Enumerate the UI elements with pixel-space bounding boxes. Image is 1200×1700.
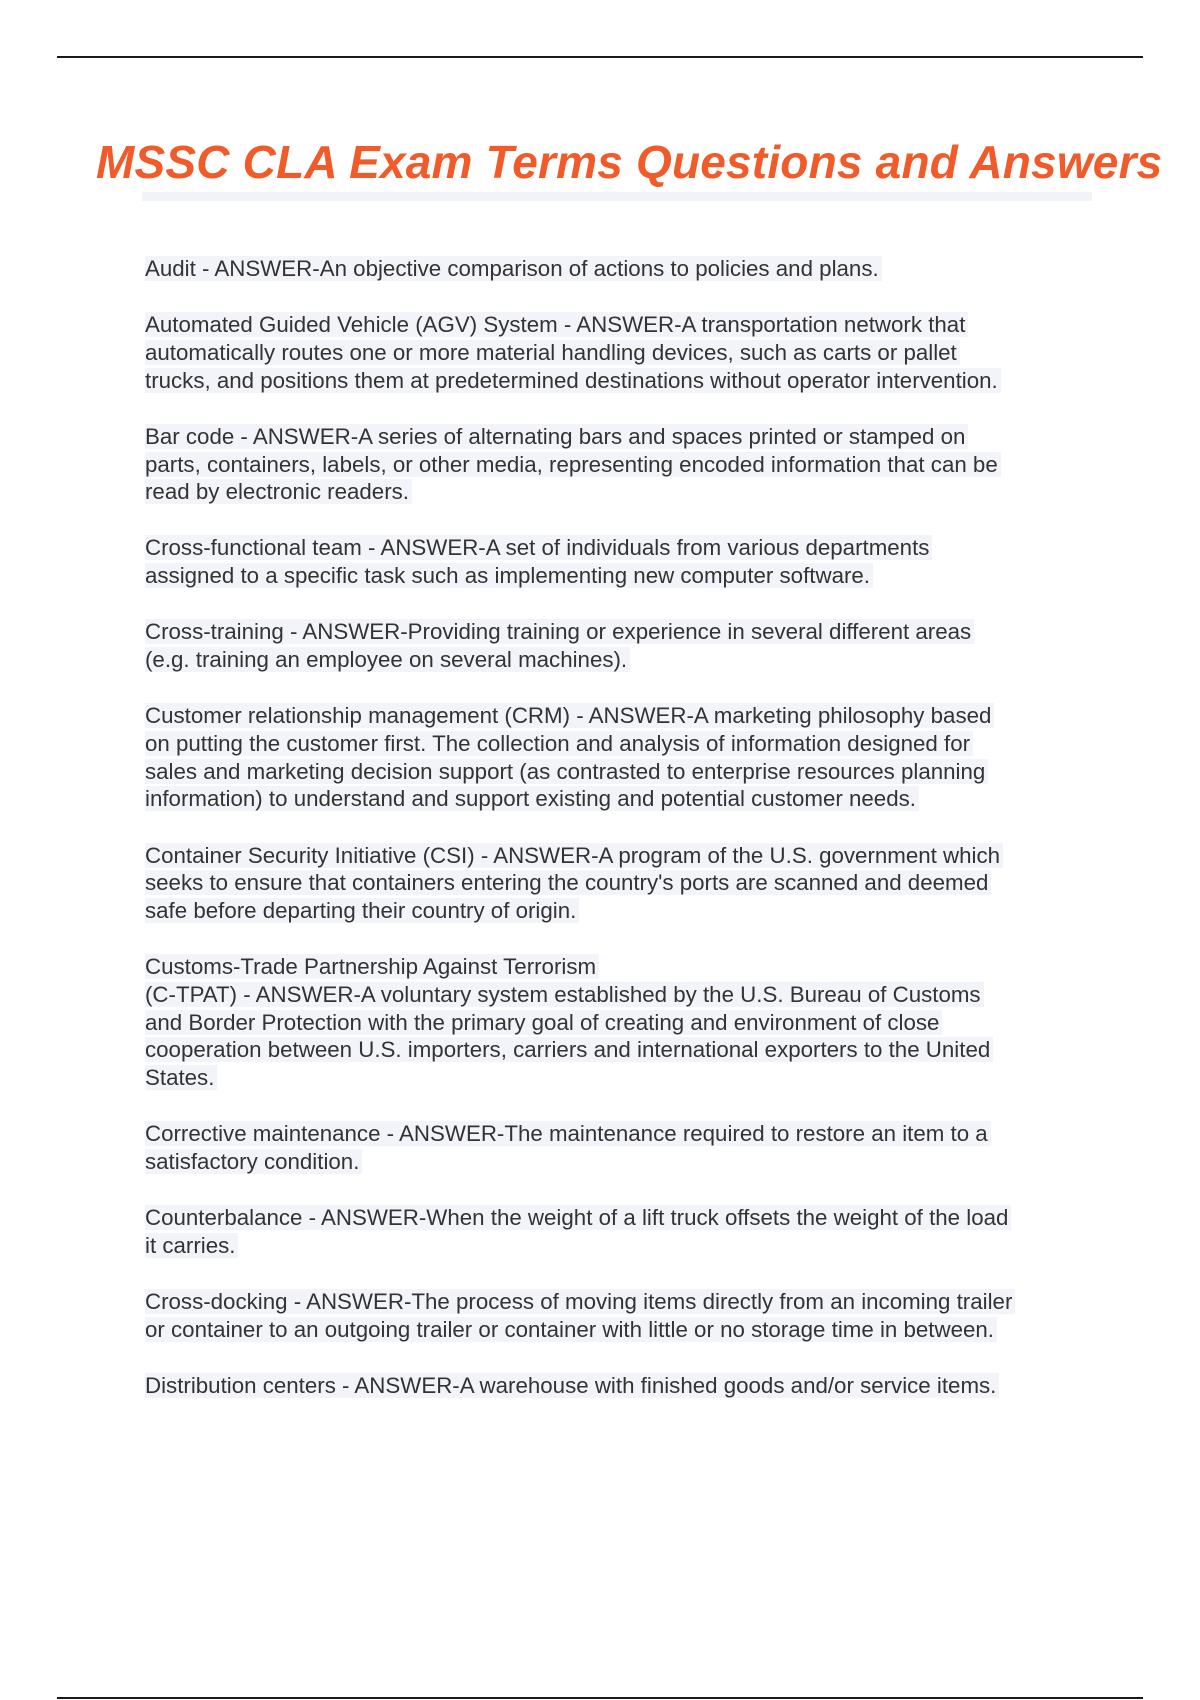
entry-line-text: trucks, and positions them at predetermined destinations without operator intervention. xyxy=(145,368,1001,393)
entry-line xyxy=(145,367,1095,395)
entry-line-text: Cross-training - ANSWER-Providing training or experience in several different areas xyxy=(145,619,974,644)
entry-line-text: Audit - ANSWER-An objective comparison of actions to policies and plans. xyxy=(145,256,882,281)
entry-line xyxy=(145,1009,1095,1037)
entry-line-text: Counterbalance - ANSWER-When the weight of a lift truck offsets the weight of the load xyxy=(145,1205,1011,1230)
glossary-entry xyxy=(145,1372,1095,1400)
page-title: MSSC CLA Exam Terms Questions and Answers xyxy=(96,136,1163,188)
glossary-entry xyxy=(145,618,1095,673)
entry-line xyxy=(145,842,1095,870)
entry-line xyxy=(145,1036,1095,1064)
top-rule xyxy=(57,56,1143,58)
glossary-entry xyxy=(145,423,1095,506)
entry-line xyxy=(145,423,1095,451)
entry-line-text: assigned to a specific task such as implementing new computer software. xyxy=(145,563,873,588)
entry-line xyxy=(145,562,1095,590)
entry-line xyxy=(145,1064,1095,1092)
entry-line xyxy=(145,1372,1095,1400)
title-container xyxy=(96,132,1200,192)
entry-line-text: and Border Protection with the primary goal of creating and environment of close xyxy=(145,1010,942,1035)
glossary-entry xyxy=(145,702,1095,813)
entry-line xyxy=(145,1232,1095,1260)
entry-line-text: cooperation between U.S. importers, carriers and international exporters to the United xyxy=(145,1037,993,1062)
entry-line xyxy=(145,785,1095,813)
entry-line-text: read by electronic readers. xyxy=(145,479,412,504)
entry-line xyxy=(145,1288,1095,1316)
bottom-rule xyxy=(57,1697,1143,1699)
entry-line-text: information) to understand and support existing and potential customer needs. xyxy=(145,786,919,811)
glossary-entry xyxy=(145,842,1095,925)
entry-line xyxy=(145,1316,1095,1344)
entry-line xyxy=(145,869,1095,897)
entry-line xyxy=(145,478,1095,506)
entry-line-text: (e.g. training an employee on several machines). xyxy=(145,647,630,672)
glossary-entry xyxy=(145,953,1095,1092)
entry-line-text: parts, containers, labels, or other media, representing encoded information that can be xyxy=(145,452,1001,477)
entry-line xyxy=(145,730,1095,758)
entry-line xyxy=(145,1120,1095,1148)
entry-line-text: Container Security Initiative (CSI) - ANSWER-A program of the U.S. government which xyxy=(145,843,1003,868)
glossary-entry xyxy=(145,534,1095,589)
entry-line xyxy=(145,897,1095,925)
entry-line-text: satisfactory condition. xyxy=(145,1149,362,1174)
entry-line-text: or container to an outgoing trailer or container with little or no storage time in between. xyxy=(145,1317,997,1342)
entry-line-text: Corrective maintenance - ANSWER-The maintenance required to restore an item to a xyxy=(145,1121,991,1146)
entry-line-text: Automated Guided Vehicle (AGV) System - ANSWER-A transportation network that xyxy=(145,312,968,337)
entry-line-text: seeks to ensure that containers entering the country's ports are scanned and deemed xyxy=(145,870,991,895)
entry-line-text: Cross-functional team - ANSWER-A set of individuals from various departments xyxy=(145,535,932,560)
entry-line xyxy=(145,339,1095,367)
glossary-entry xyxy=(145,1204,1095,1259)
entry-line xyxy=(145,1204,1095,1232)
entry-line xyxy=(145,451,1095,479)
glossary-entry xyxy=(145,311,1095,394)
entry-line-text: Cross-docking - ANSWER-The process of moving items directly from an incoming trailer xyxy=(145,1289,1015,1314)
entry-line-text: sales and marketing decision support (as contrasted to enterprise resources planning xyxy=(145,759,988,784)
entry-line-text: Distribution centers - ANSWER-A warehouse with finished goods and/or service items. xyxy=(145,1373,999,1398)
entry-line xyxy=(145,255,1095,283)
entry-line xyxy=(145,758,1095,786)
entry-line-text: Bar code - ANSWER-A series of alternating bars and spaces printed or stamped on xyxy=(145,424,968,449)
entry-line-text: States. xyxy=(145,1065,217,1090)
entry-line xyxy=(145,1148,1095,1176)
title-highlight xyxy=(142,192,1092,201)
glossary-list xyxy=(145,255,1095,1428)
entry-line xyxy=(145,618,1095,646)
entry-line xyxy=(145,534,1095,562)
entry-line xyxy=(145,953,1095,981)
entry-line-text: automatically routes one or more material handling devices, such as carts or pallet xyxy=(145,340,960,365)
entry-line xyxy=(145,646,1095,674)
glossary-entry xyxy=(145,1288,1095,1343)
entry-line-text: on putting the customer first. The collection and analysis of information designed for xyxy=(145,731,973,756)
entry-line xyxy=(145,981,1095,1009)
entry-line xyxy=(145,702,1095,730)
entry-line-text: Customs-Trade Partnership Against Terrorism xyxy=(145,954,599,979)
glossary-entry xyxy=(145,255,1095,283)
glossary-entry xyxy=(145,1120,1095,1175)
entry-line xyxy=(145,311,1095,339)
entry-line-text: (C-TPAT) - ANSWER-A voluntary system established by the U.S. Bureau of Customs xyxy=(145,982,984,1007)
entry-line-text: safe before departing their country of origin. xyxy=(145,898,579,923)
entry-line-text: Customer relationship management (CRM) - ANSWER-A marketing philosophy based xyxy=(145,703,994,728)
entry-line-text: it carries. xyxy=(145,1233,238,1258)
